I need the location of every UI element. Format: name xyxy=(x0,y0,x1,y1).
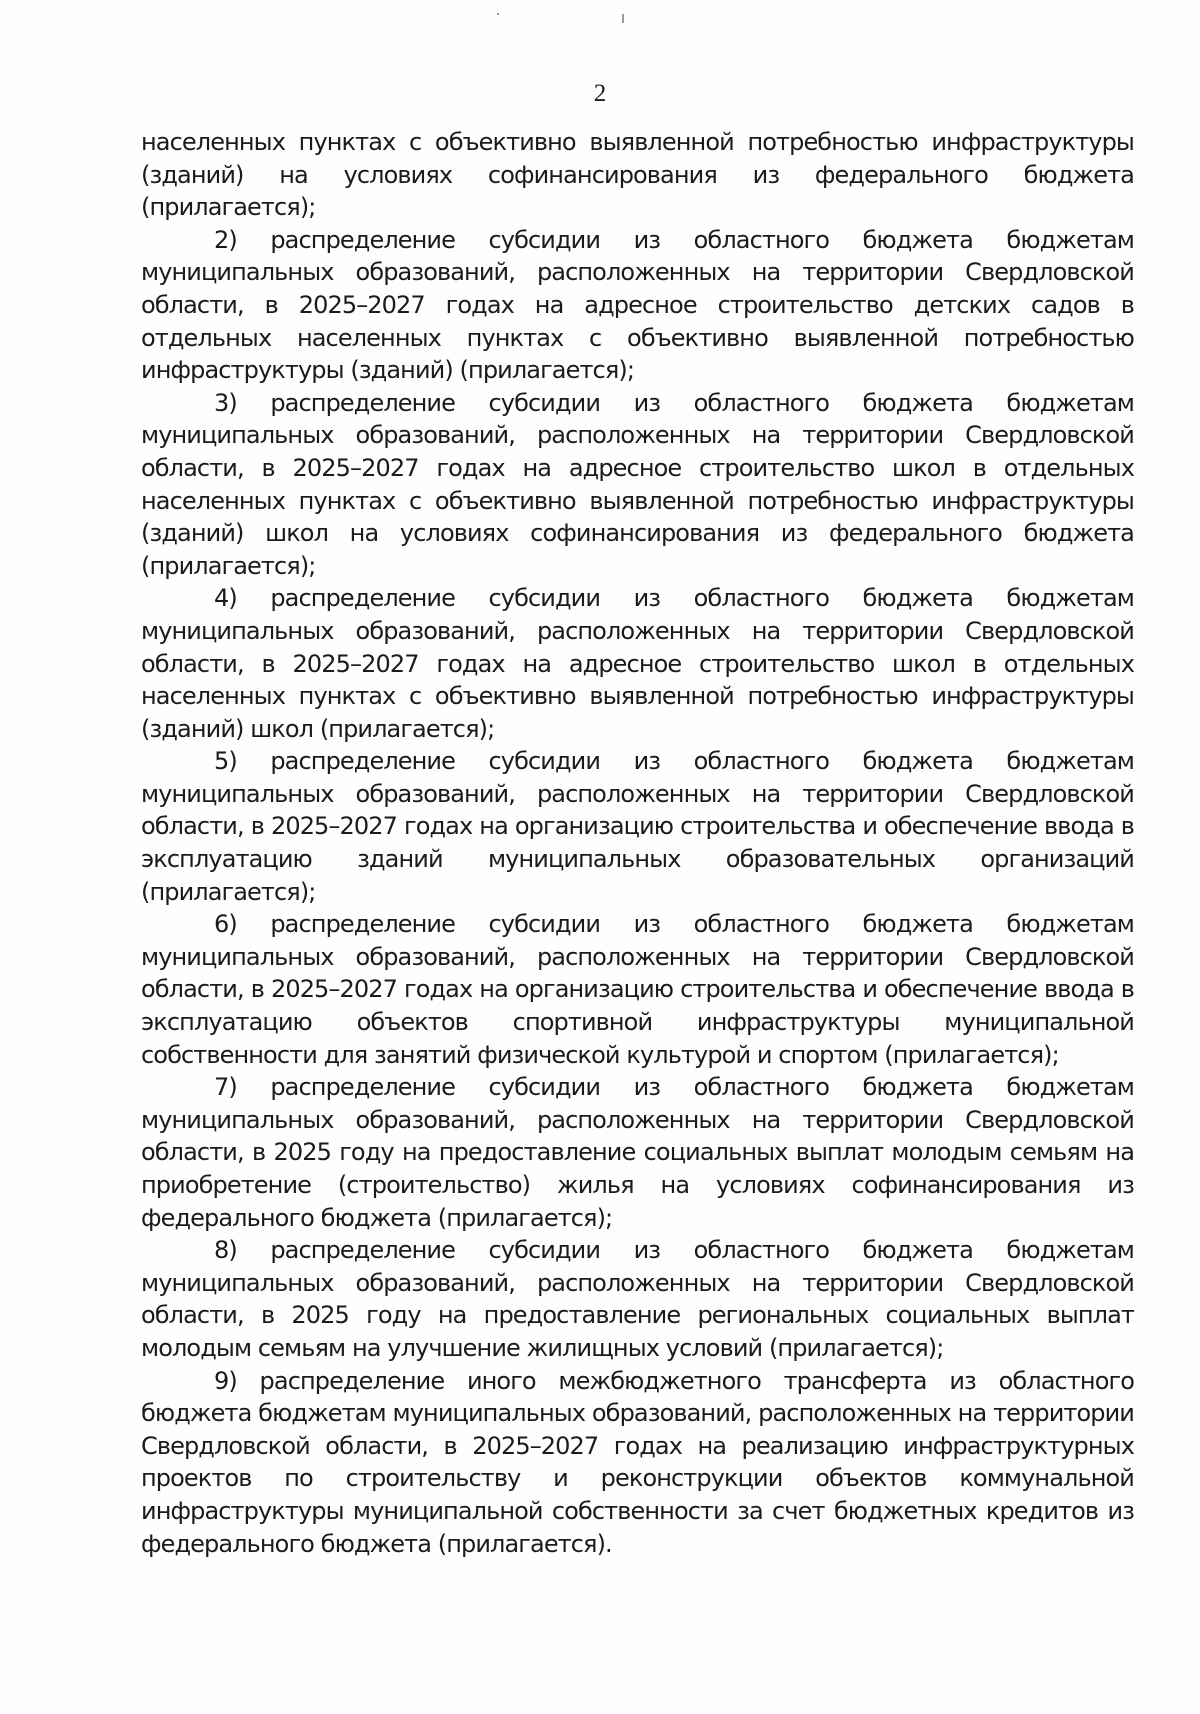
paragraph-item-6: 6) распределение субсидии из областного бюджета бюджетам муниципальных образований, расположенных на территории Свердловской области, в 2025–2027 годах на организацию строительства и обеспечение ввода в эксплуатацию объектов спортивной инфраструктуры муниципальной собственности для занятий физической культурой и спортом (прилагается); xyxy=(141,910,1134,1069)
document-body xyxy=(141,126,1134,1560)
page-number: 2 xyxy=(593,80,607,107)
paragraph-item-9: 9) распределение иного межбюджетного трансферта из областного бюджета бюджетам муниципальных образований, расположенных на территории Свердловской области, в 2025–2027 годах на реализацию инфраструктурных проектов по строительству и реконструкции объектов коммунальной инфраструктуры муниципальной собственности за счет бюджетных кредитов из федерального бюджета (прилагается). xyxy=(141,1366,1134,1558)
paragraph-item-5: 5) распределение субсидии из областного бюджета бюджетам муниципальных образований, расположенных на территории Свердловской области, в 2025–2027 годах на организацию строительства и обеспечение ввода в эксплуатацию зданий муниципальных образовательных организаций (прилагается); xyxy=(141,747,1134,906)
paragraph-item-2: 2) распределение субсидии из областного бюджета бюджетам муниципальных образований, расположенных на территории Свердловской области, в 2025–2027 годах на адресное строительство детских садов в отдельных населенных пунктах с объективно выявленной потребностью инфраструктуры (зданий) (прилагается); xyxy=(141,225,1134,385)
paragraph-continuation: населенных пунктах с объективно выявленной потребностью инфраструктуры (зданий) на условиях софинансирования из федерального бюджета (прилагается); xyxy=(141,128,1134,222)
scan-speck xyxy=(497,13,499,15)
paragraph-item-4: 4) распределение субсидии из областного бюджета бюджетам муниципальных образований, расположенных на территории Свердловской области, в 2025–2027 годах на адресное строительство школ в отдельных населенных пунктах с объективно выявленной потребностью инфраструктуры (зданий) школ (прилагается); xyxy=(141,584,1134,743)
paragraph-item-7: 7) распределение субсидии из областного бюджета бюджетам муниципальных образований, расположенных на территории Свердловской области, в 2025 году на предоставление социальных выплат молодым семьям на приобретение (строительство) жилья на условиях софинансирования из федерального бюджета (прилагается); xyxy=(141,1073,1134,1232)
paragraph-item-8: 8) распределение субсидии из областного бюджета бюджетам муниципальных образований, расположенных на территории Свердловской области, в 2025 году на предоставление региональных социальных выплат молодым семьям на улучшение жилищных условий (прилагается); xyxy=(141,1236,1134,1362)
paragraph-item-3: 3) распределение субсидии из областного бюджета бюджетам муниципальных образований, расположенных на территории Свердловской области, в 2025–2027 годах на адресное строительство школ в отдельных населенных пунктах с объективно выявленной потребностью инфраструктуры (зданий) школ на условиях софинансирования из федерального бюджета (прилагается); xyxy=(141,388,1134,580)
scan-speck xyxy=(622,14,624,23)
